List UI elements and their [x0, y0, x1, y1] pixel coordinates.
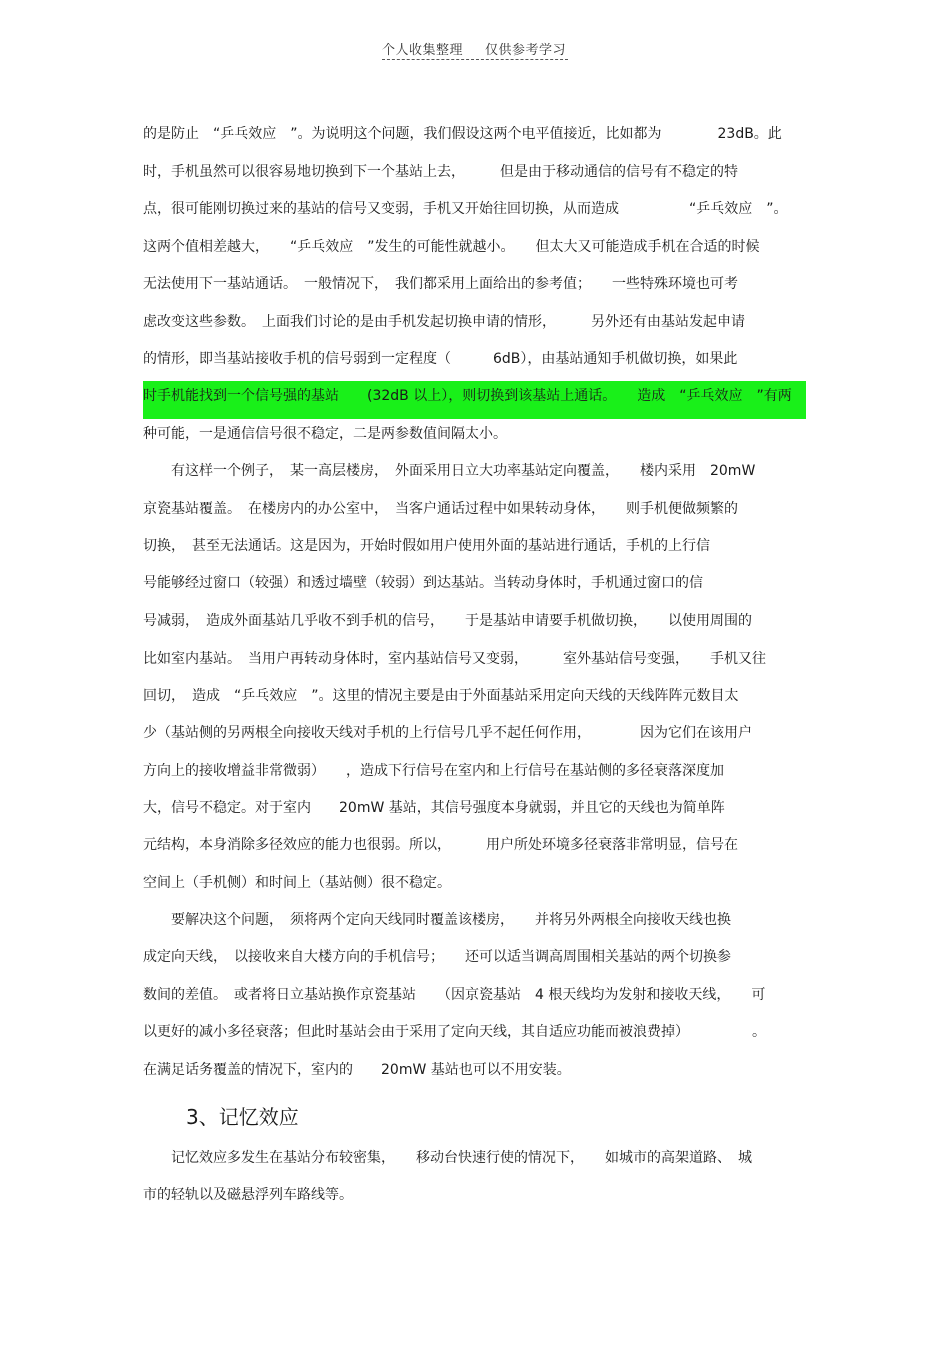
text-segment: 大，信号不稳定。对于室内 20mW 基站，其信号强度本身就弱，并且它的天线也为简单阵: [143, 800, 725, 816]
text-line: [143, 198, 808, 220]
text-line: [143, 311, 808, 333]
text-segment: 号能够经过窗口（较强）和透过墙壁（较弱）到达基站。当转动身体时，手机通过窗口的信: [143, 575, 703, 591]
text-segment: 无法使用下一基站通话。 一般情况下， 我们都采用上面给出的参考值； 一些特殊环境也可考: [143, 276, 738, 292]
text-segment: 回切， 造成 “乒乓效应 ”。这里的情况主要是由于外面基站采用定向天线的天线阵阵元数目太: [143, 688, 739, 704]
text-segment: 有这样一个例子， 某一高层楼房， 外面采用日立大功率基站定向覆盖， 楼内采用 20mW: [143, 463, 756, 479]
text-segment: 的情形，即当基站接收手机的信号弱到一定程度（ 6dB），由基站通知手机做切换，如果此: [143, 351, 738, 367]
text-segment: 在满足话务覆盖的情况下，室内的 20mW 基站也可以不用安装。: [143, 1062, 571, 1078]
text-line: [143, 348, 808, 370]
text-line: [143, 273, 808, 295]
text-line: [143, 236, 808, 258]
text-line: [143, 760, 808, 782]
text-segment: 空间上（手机侧）和时间上（基站侧）很不稳定。: [143, 875, 451, 891]
text-line: [143, 722, 808, 744]
text-line: [143, 1147, 808, 1169]
text-segment: 以更好的减小多径衰落；但此时基站会由于采用了定向天线，其自适应功能而被浪费掉） 。: [143, 1024, 766, 1040]
text-line: [143, 648, 808, 670]
text-line: [143, 423, 808, 445]
text-segment: 京瓷基站覆盖。 在楼房内的办公室中， 当客户通话过程中如果转动身体， 则手机便做频繁的: [143, 501, 738, 517]
text-segment: 元结构，本身消除多径效应的能力也很弱。所以， 用户所处环境多径衰落非常明显，信号在: [143, 837, 738, 853]
text-line: [143, 909, 808, 931]
text-segment: 的是防止 “乒乓效应 ”。为说明这个问题，我们假设这两个电平值接近，比如都为 23dB。此: [143, 126, 782, 142]
text-line: [143, 984, 808, 1006]
text-segment: 点，很可能刚切换过来的基站的信号又变弱，手机又开始往回切换，从而造成 “乒乓效应 ”。: [143, 201, 788, 217]
text-line: [143, 161, 808, 183]
text-line: [143, 834, 808, 856]
header-left-text: 个人收集整理: [382, 43, 464, 58]
text-line: [143, 685, 808, 707]
text-line: [143, 535, 808, 557]
text-segment: 虑改变这些参数。 上面我们讨论的是由手机发起切换申请的情形， 另外还有由基站发起申请: [143, 314, 745, 330]
highlighted-text: 种可能，一是通信信号很不稳定，二是两参数值间隔太小。: [143, 426, 507, 442]
text-line: [143, 123, 808, 145]
text-segment: 这两个值相差越大， “乒乓效应 ”发生的可能性就越小。 但太大又可能造成手机在合适的时候: [143, 239, 760, 255]
text-segment: 记忆效应多发生在基站分布较密集， 移动台快速行使的情况下， 如城市的高架道路、 城: [143, 1150, 752, 1166]
text-line: [143, 610, 808, 632]
page-header: [382, 39, 568, 60]
text-line: [143, 1021, 808, 1043]
header-right-text: 仅供参考学习: [485, 43, 567, 58]
text-segment: 数间的差值。 或者将日立基站换作京瓷基站 （因京瓷基站 4 根天线均为发射和接收天线， 可: [143, 987, 766, 1003]
text-segment: 号减弱， 造成外面基站几乎收不到手机的信号， 于是基站申请要手机做切换， 以使用周围的: [143, 613, 752, 629]
text-line: [143, 797, 808, 819]
text-segment: 时手机能找到一个信号强的基站 (32dB 以上），则切换到该基站上通话。: [143, 388, 638, 404]
text-segment: 时，手机虽然可以很容易地切换到下一个基站上去， 但是由于移动通信的信号有不稳定的特: [143, 164, 738, 180]
section-heading: 3、记忆效应: [186, 1105, 299, 1129]
text-line: [143, 498, 808, 520]
text-segment: 切换， 甚至无法通话。这是因为，开始时假如用户使用外面的基站进行通话，手机的上行信: [143, 538, 710, 554]
text-segment: 少（基站侧的另两根全向接收天线对手机的上行信号几乎不起任何作用， 因为它们在该用户: [143, 725, 752, 741]
text-line: [143, 872, 808, 894]
text-line: [143, 1184, 808, 1206]
text-line: [143, 946, 808, 968]
text-line: [143, 1059, 808, 1081]
text-segment: 成定向天线， 以接收来自大楼方向的手机信号； 还可以适当调高周围相关基站的两个切换参: [143, 949, 731, 965]
text-line: [143, 460, 808, 482]
text-line: [143, 385, 808, 407]
text-segment: 方向上的接收增益非常微弱） ，造成下行信号在室内和上行信号在基站侧的多径衰落深度加: [143, 763, 724, 779]
text-line: [143, 572, 808, 594]
text-segment: 比如室内基站。 当用户再转动身体时，室内基站信号又变弱， 室外基站信号变强， 手机又往: [143, 651, 766, 667]
text-segment: 市的轻轨以及磁悬浮列车路线等。: [143, 1187, 353, 1203]
text-segment: 要解决这个问题， 须将两个定向天线同时覆盖该楼房， 并将另外两根全向接收天线也换: [143, 912, 731, 928]
highlighted-text: 造成 “乒乓效应 ”有两: [637, 388, 792, 404]
